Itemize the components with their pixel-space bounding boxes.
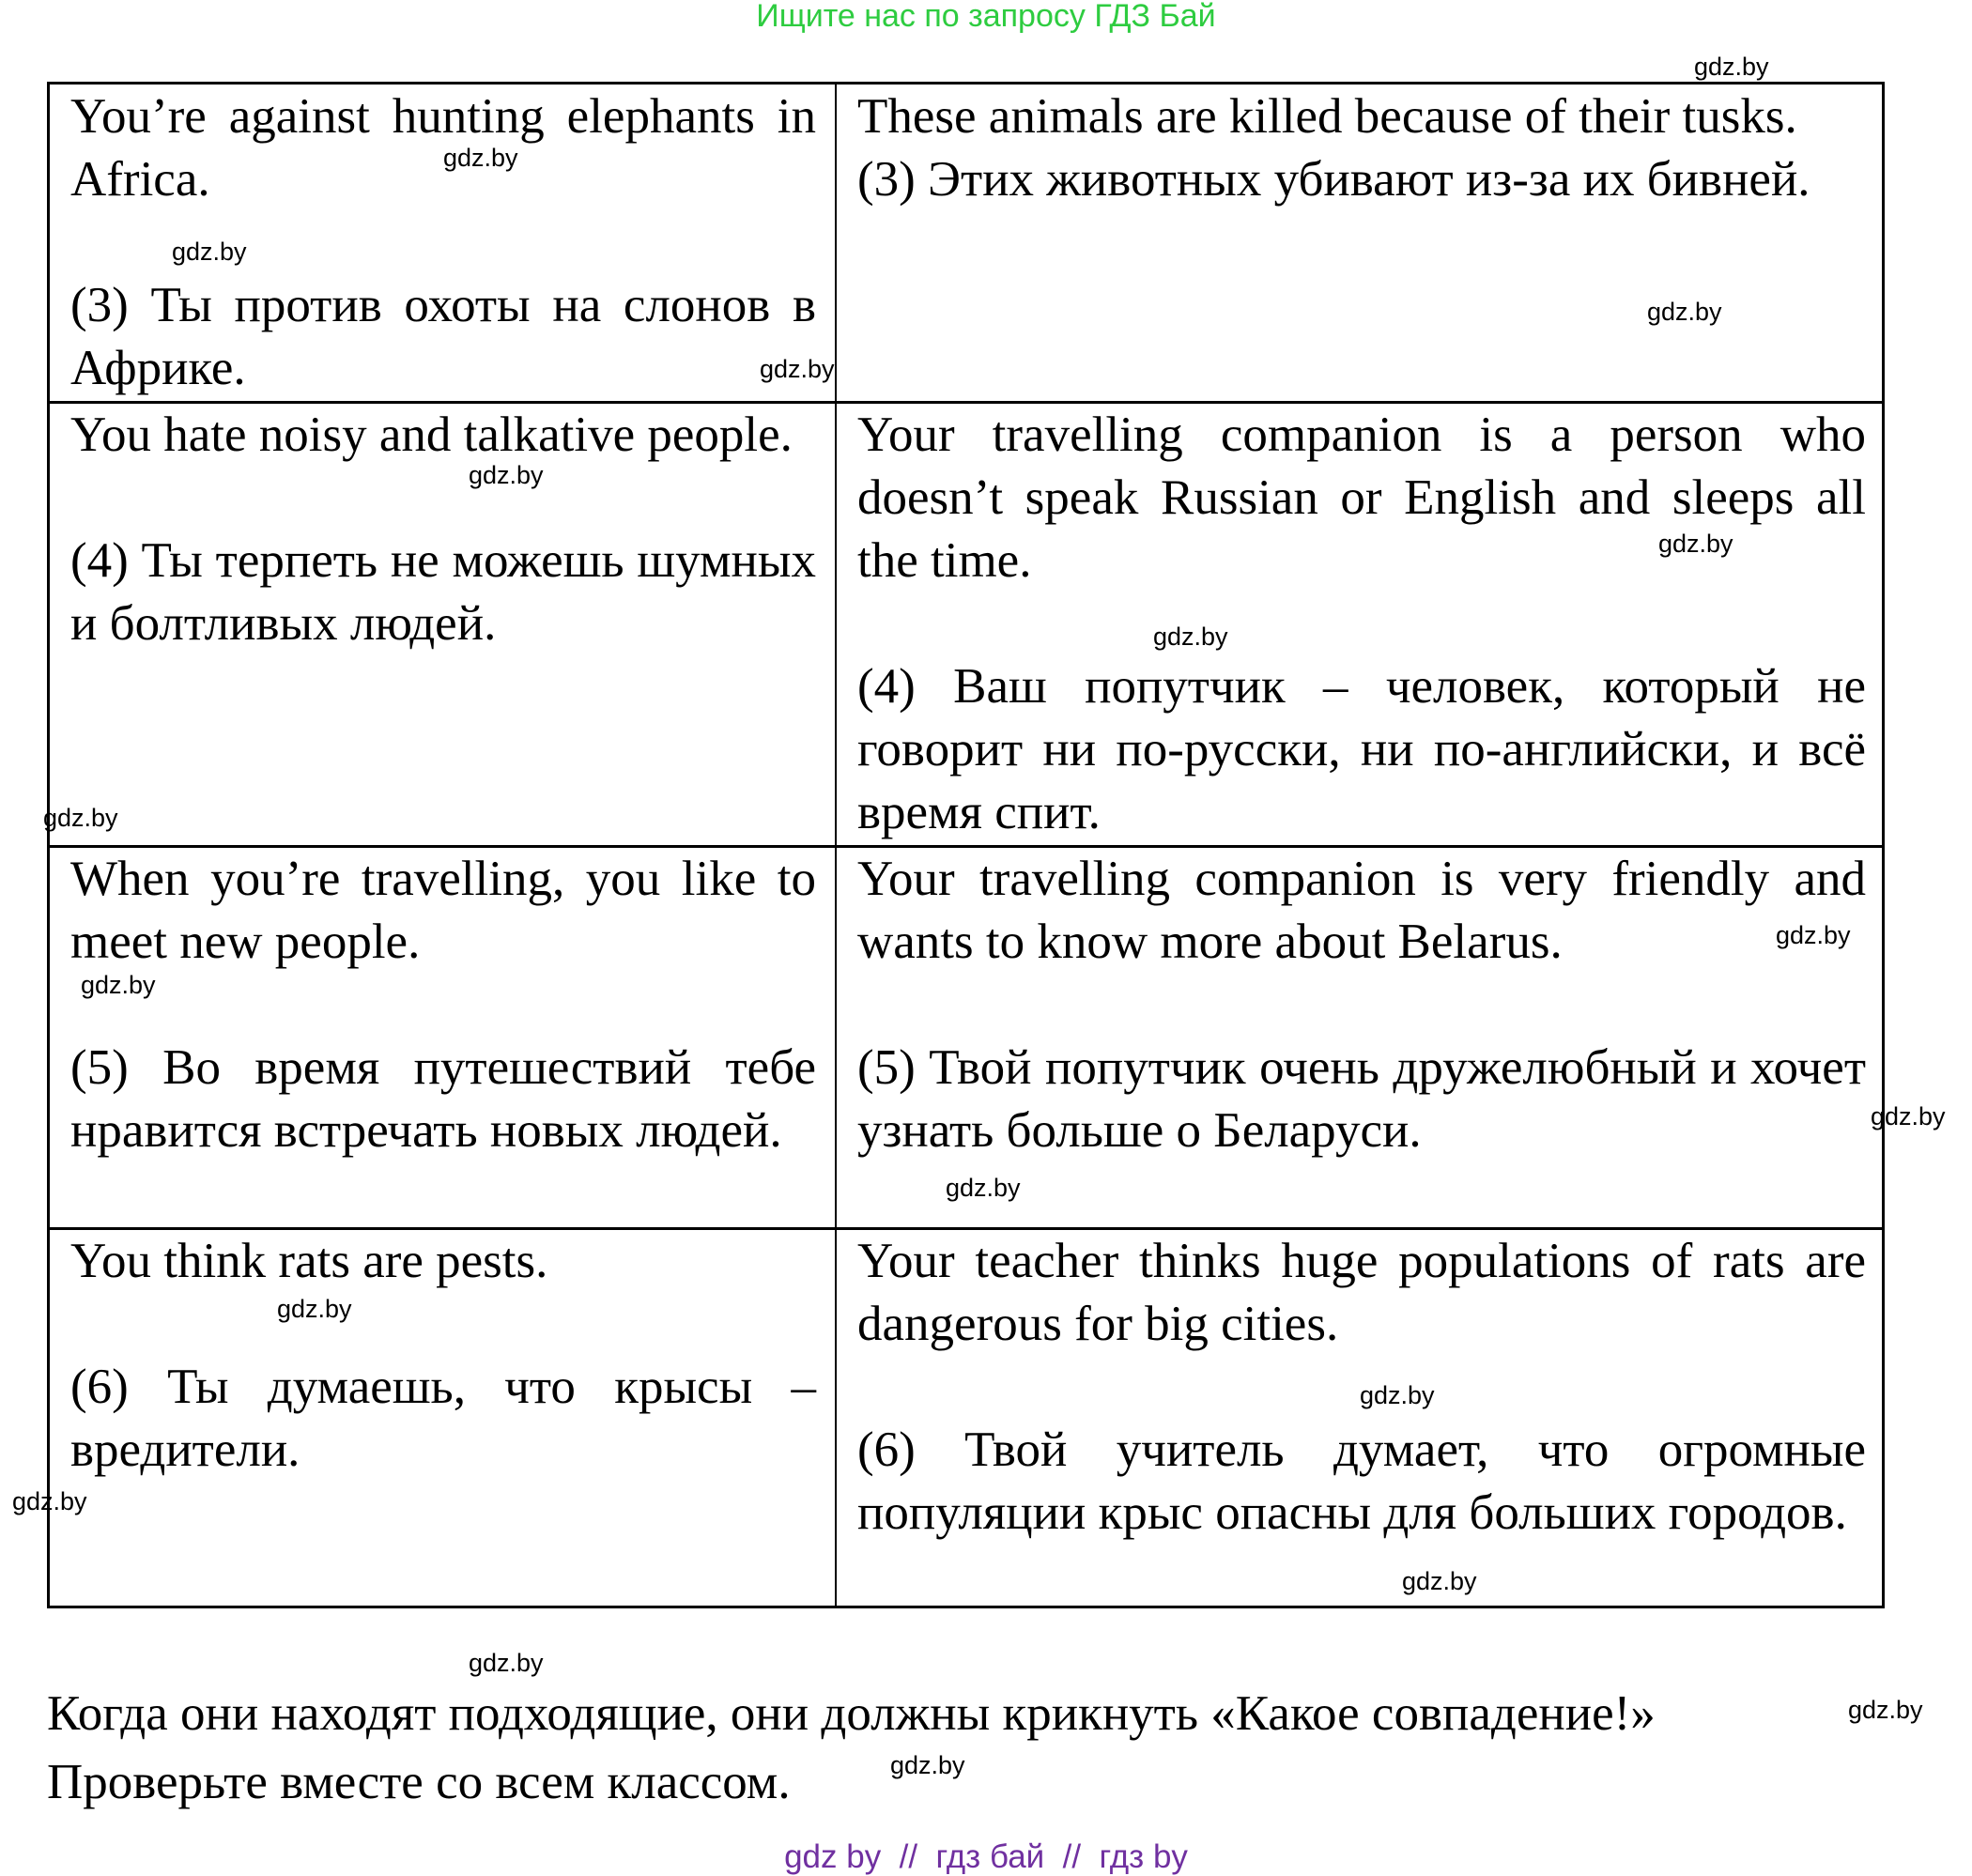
watermark: gdz.by bbox=[946, 1174, 1021, 1202]
table-cell bbox=[50, 85, 835, 400]
watermark: gdz.by bbox=[1658, 530, 1733, 558]
russian-text: (5) Во время путешествий тебе нравится встречать новых людей. bbox=[70, 1040, 816, 1158]
watermark: gdz.by bbox=[760, 355, 835, 383]
table-cell bbox=[837, 404, 1885, 844]
russian-text: (6) Твой учитель думает, что огромные популяции крыс опасны для больших городов. bbox=[857, 1422, 1866, 1540]
watermark: gdz.by bbox=[277, 1295, 352, 1323]
watermark: gdz.by bbox=[1871, 1102, 1946, 1130]
table-cell bbox=[50, 848, 835, 1162]
watermark: gdz.by bbox=[1360, 1381, 1435, 1409]
matching-table bbox=[47, 82, 1885, 1608]
search-banner: Ищите нас по запросу ГДЗ Бай bbox=[756, 0, 1216, 34]
watermark: gdz.by bbox=[1694, 53, 1769, 81]
table-cell bbox=[50, 404, 835, 655]
table-cell bbox=[837, 85, 1885, 211]
english-text: These animals are killed because of their tusks. bbox=[857, 89, 1797, 144]
watermark: gdz.by bbox=[469, 1649, 544, 1677]
watermark: gdz.by bbox=[43, 804, 118, 832]
table-cell bbox=[50, 1230, 835, 1482]
instruction-line-1: Когда они находят подходящие, они должны крикнуть «Какое совпадение!» bbox=[47, 1686, 1656, 1741]
watermark: gdz.by bbox=[469, 461, 544, 489]
table-cell bbox=[837, 848, 1885, 1162]
english-text: You think rats are pests. bbox=[70, 1234, 548, 1288]
watermark: gdz.by bbox=[1647, 298, 1722, 326]
russian-text: (3) Этих животных убивают из-за их бивней. bbox=[857, 152, 1810, 207]
footer-links: gdz by // гдз бай // гдз by bbox=[784, 1838, 1188, 1875]
english-text: You hate noisy and talkative people. bbox=[70, 407, 793, 462]
watermark: gdz.by bbox=[1848, 1696, 1923, 1724]
english-text: Your teacher thinks huge populations of rats are dangerous for big cities. bbox=[857, 1234, 1866, 1351]
russian-text: (5) Твой попутчик очень дружелюбный и хочет узнать больше о Беларуси. bbox=[857, 1040, 1866, 1158]
watermark: gdz.by bbox=[12, 1487, 87, 1515]
watermark: gdz.by bbox=[890, 1751, 965, 1779]
russian-text: (4) Ваш попутчик – человек, который не говорит ни по-русски, ни по-английски, и всё время спит. bbox=[857, 659, 1866, 839]
russian-text: (3) Ты против охоты на слонов в Африке. bbox=[70, 278, 816, 395]
english-text: Your travelling companion is very friendly and wants to know more about Belarus. bbox=[857, 852, 1866, 969]
english-text: Your travelling companion is a person who doesn’t speak Russian or English and sleeps all the time. bbox=[857, 407, 1866, 588]
russian-text: (4) Ты терпеть не можешь шумных и болтливых людей. bbox=[70, 533, 816, 651]
watermark: gdz.by bbox=[1153, 623, 1228, 651]
watermark: gdz.by bbox=[443, 144, 518, 172]
watermark: gdz.by bbox=[1402, 1567, 1477, 1595]
english-text: You’re against hunting elephants in Africa. bbox=[70, 89, 816, 207]
russian-text: (6) Ты думаешь, что крысы – вредители. bbox=[70, 1360, 816, 1477]
english-text: When you’re travelling, you like to meet new people. bbox=[70, 852, 816, 969]
watermark: gdz.by bbox=[81, 971, 156, 999]
watermark: gdz.by bbox=[1776, 921, 1851, 949]
instruction-line-2: Проверьте вместе со всем классом. bbox=[47, 1755, 791, 1809]
watermark: gdz.by bbox=[172, 238, 247, 266]
